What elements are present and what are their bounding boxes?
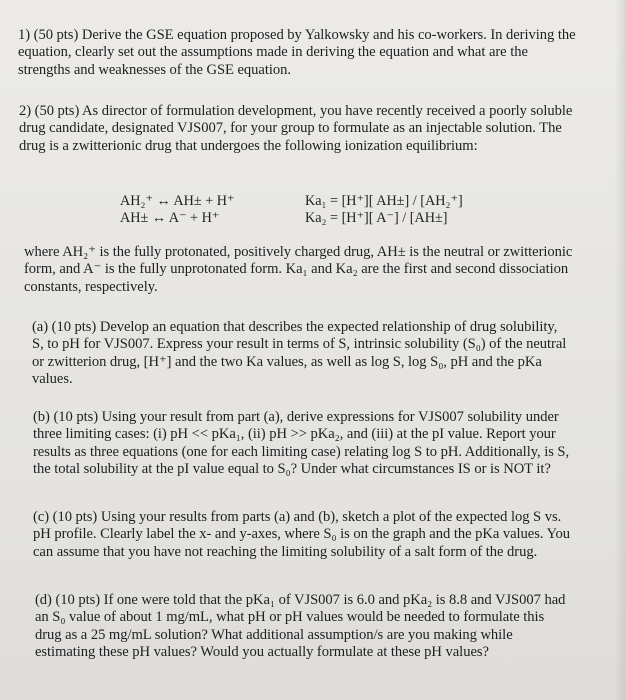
equilibrium-2-reaction: AH± ↔ A⁻ + H⁺ [120, 210, 220, 226]
question-1: 1) (50 pts) Derive the GSE equation proposed by Yalkowsky and his co-workers. In deriving the equation, clearly set out the assumptions made in deriving the equation and what are the strengths and weaknesses of the GSE equation. [18, 27, 576, 78]
species-definitions: where AH₂⁺ is the fully protonated, positively charged drug, AH± is the neutral or zwitterionic form, and A⁻ is the fully unprotonated form. Ka₁ and Ka₂ are the first and second dissociation constants, respectively. [24, 244, 573, 295]
question-2b: (b) (10 pts) Using your result from part (a), derive expressions for VJS007 solubility under three limiting cases: (i) pH << pKa₁, (ii) pH >> pKa₂, and (iii) at the pI value. Report your results as three equations (one for each limiting case) relating log S to pH. Additionally, is S, the total solubility at the pI value equal to S₀? Under what circumstances IS or is NOT it? [33, 409, 570, 477]
equilibrium-1-reaction: AH₂⁺ ↔ AH± + H⁺ [120, 193, 235, 209]
equilibrium-1-constant: Ka₁ = [H⁺][ AH±] / [AH₂⁺] [305, 193, 463, 209]
question-2c: (c) (10 pts) Using your results from parts (a) and (b), sketch a plot of the expected log S vs. pH profile. Clearly label the x- and y-axes, where S₀ is on the graph and the pKa values. You can assume that you have not reaching the limiting solubility of a salt form of the drug. [33, 509, 571, 560]
question-2-intro: 2) (50 pts) As director of formulation development, you have recently received a poorly soluble drug candidate, designated VJS007, for your group to formulate as an injectable solution. The drug is a zwitterionic drug that undergoes the following ionization equilibrium: [19, 103, 573, 154]
page-edge-shadow [615, 0, 625, 700]
equilibrium-2-constant: Ka₂ = [H⁺][ A⁻] / [AH±] [305, 210, 448, 226]
question-2a: (a) (10 pts) Develop an equation that describes the expected relationship of drug solubility, S, to pH for VJS007. Express your result in terms of S, intrinsic solubility (S₀) of the neutral or zwitterion drug, [H⁺] and the two Ka values, as well as log S, log S₀, pH and the pKa values. [32, 319, 567, 387]
question-2d: (d) (10 pts) If one were told that the pKa₁ of VJS007 is 6.0 and pKa₂ is 8.8 and VJS007 had an S₀ value of about 1 mg/mL, what pH or pH values would be needed to formulate this drug as a 25 mg/mL solution? What additional assumption/s are you making while estimating these pH values? Would you actually formulate at these pH values? [35, 592, 566, 660]
